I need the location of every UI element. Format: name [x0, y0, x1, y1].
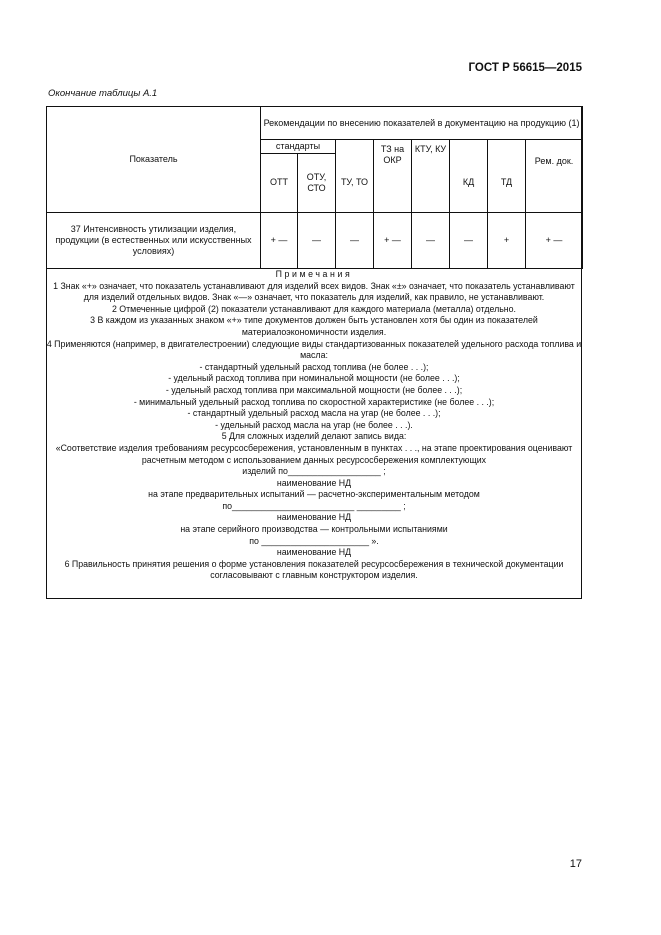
nd-label: наименование НД: [276, 512, 352, 523]
note-5-line: по_________________________ _________ ;: [222, 500, 406, 511]
row-value: + —: [261, 213, 298, 269]
notes-title: Примечания: [275, 269, 353, 279]
note-5-line: по ______________________ ».: [249, 535, 379, 546]
row-indicator: 37 Интенсивность утилизации изделия, продукции (в естественных или искусственных условиях): [47, 213, 261, 269]
header-ktu-ku: КТУ, КУ: [412, 140, 450, 213]
header-ott: ОТТ: [261, 154, 298, 213]
recommendations-header: Рекомендации по внесению показателей в документацию на продукцию (1): [261, 107, 583, 140]
note-6: 6 Правильность принятия решения о форме установления показателей ресурсосбережения в технической документации согласовывают с главным конструктором изделия.: [64, 558, 564, 581]
note-4: 4 Применяются (например, в двигателестроении) следующие виды стандартизованных показателей удельного расхода топлива и масла:: [46, 338, 582, 361]
note-4-item: - стандартный удельный расход масла на угар (не более . . .);: [187, 408, 441, 419]
row-value: +: [488, 213, 526, 269]
header-tz-okr: ТЗ на ОКР: [374, 140, 412, 213]
standard-code: ГОСТ Р 56615—2015: [468, 62, 582, 74]
note-1: 1 Знак «+» означает, что показатель устанавливают для изделий всех видов. Знак «±» означает, что показатель устанавливают для изделий отдельных видов. Знак «—» означает, что показатель для изделий, как правило, не устанавливают.: [53, 280, 575, 303]
note-3: 3 В каждом из указанных знаком «+» типе документов должен быть установлен хотя бы один из показателей материалоэкономичности изделия.: [90, 315, 538, 337]
row-value: —: [336, 213, 374, 269]
header-td: ТД: [488, 140, 526, 213]
header-rem-doc: Рем. док.: [526, 140, 583, 213]
note-4-item: - минимальный удельный расход топлива по скоростной характеристике (не более . . .);: [133, 396, 495, 407]
header-tu-to: ТУ, ТО: [336, 140, 374, 213]
page-number: 17: [569, 858, 582, 870]
indicator-column-header: Показатель: [47, 107, 261, 213]
row-value: —: [412, 213, 450, 269]
header-kd: КД: [450, 140, 488, 213]
row-value: + —: [374, 213, 412, 269]
notes-block: [46, 269, 582, 582]
note-5-stage: на этапе серийного производства — контрольными испытаниями: [180, 524, 448, 535]
note-5-quote: «Соответствие изделия требованиям ресурсосбережения, установленным в пунктах . . ., на этапе проектирования оценивают расчетным методом с использованием данных ресурсосбережения комплектующих: [55, 442, 573, 465]
note-4-item: - удельный расход масла на угар (не более . . .).: [215, 419, 413, 430]
table-caption: Окончание таблицы А.1: [48, 88, 158, 99]
header-otu-sto: ОТУ, СТО: [298, 154, 336, 213]
row-value: —: [450, 213, 488, 269]
note-4-item: - стандартный удельный расход топлива (не более . . .);: [199, 361, 429, 372]
nd-label: наименование НД: [276, 477, 352, 488]
nd-label: наименование НД: [276, 547, 352, 558]
row-value: + —: [526, 213, 583, 269]
standards-header: стандарты: [261, 140, 336, 154]
note-5: 5 Для сложных изделий делают запись вида:: [221, 431, 407, 442]
note-4-item: - удельный расход топлива при номинальной мощности (не более . . .);: [168, 373, 460, 384]
note-4-item: - удельный расход топлива при максимальной мощности (не более . . .);: [165, 384, 463, 395]
note-2: 2 Отмеченные цифрой (2) показатели устанавливают для каждого материала (металла) отдельно.: [111, 303, 517, 314]
note-5-line: изделий по___________________ ;: [242, 466, 386, 477]
row-value: —: [298, 213, 336, 269]
note-5-stage: на этапе предварительных испытаний — расчетно-экспериментальным методом: [148, 489, 480, 500]
